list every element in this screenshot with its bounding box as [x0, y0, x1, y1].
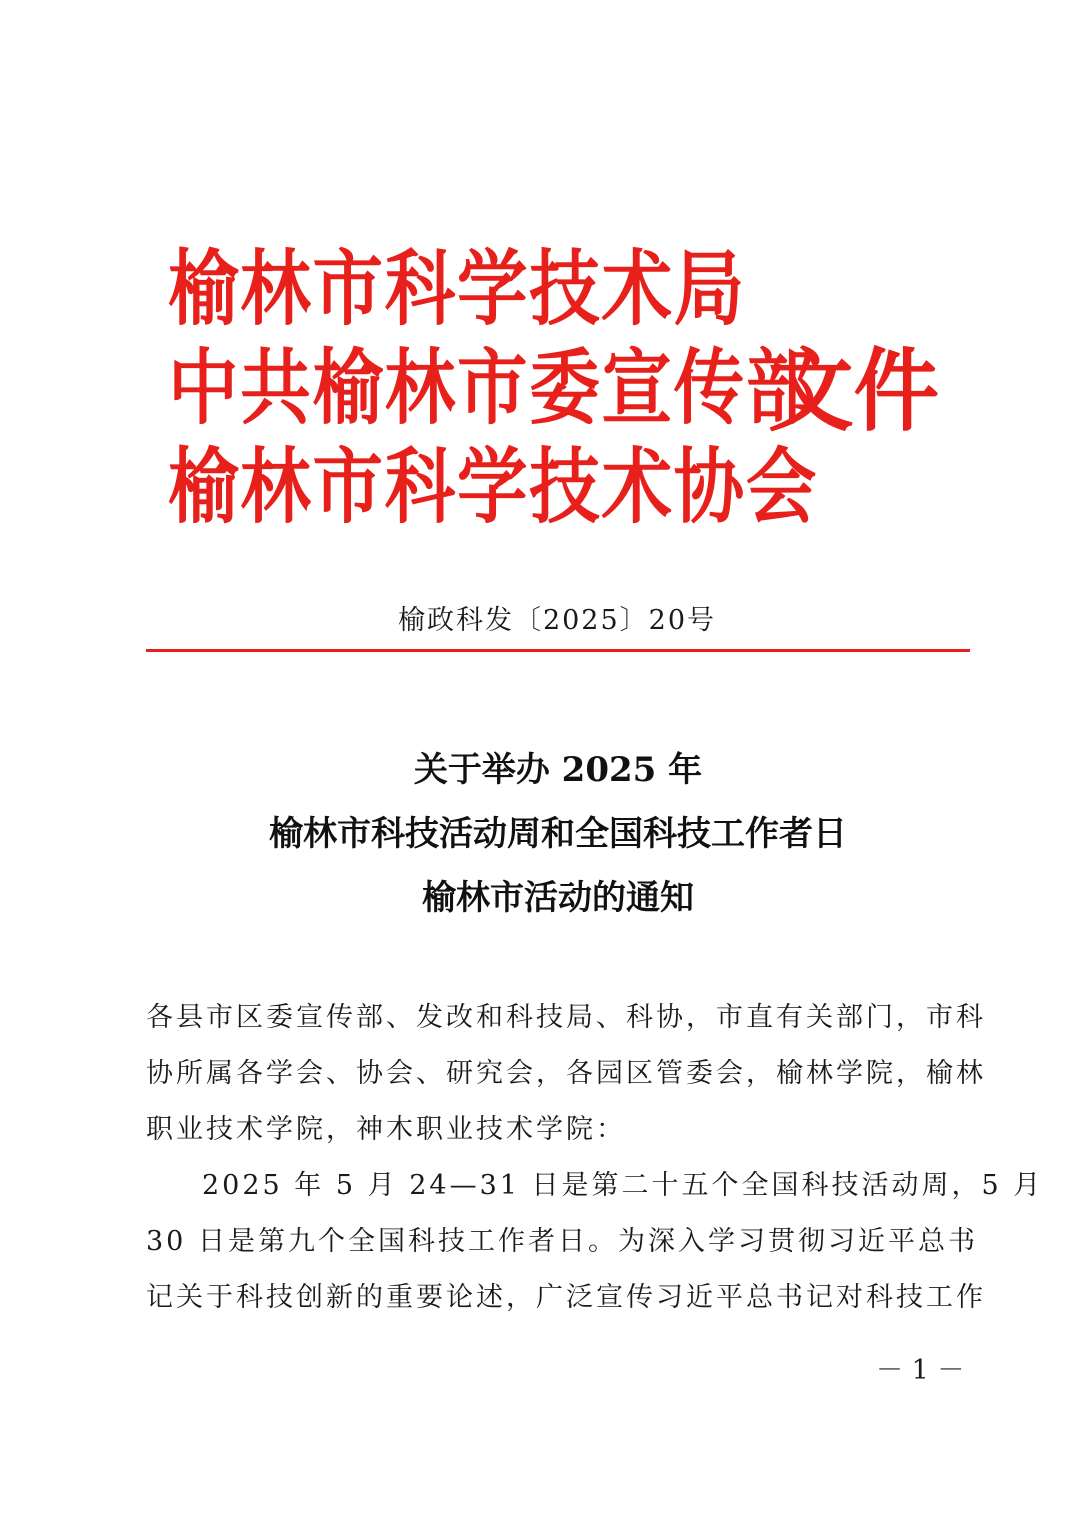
paragraph-line-2: 30 日是第九个全国科技工作者日。为深入学习贯彻习近平总书	[146, 1226, 978, 1257]
issuer-science-bureau: 榆林市科学技术局	[168, 242, 746, 337]
red-divider-line	[146, 649, 970, 652]
document-number: 榆政科发〔2025〕20号	[397, 605, 717, 636]
recipients-line-2: 协所属各学会、协会、研究会，各园区管委会，榆林学院，榆林	[146, 1058, 986, 1089]
paragraph-line-1: 2025 年 5 月 24—31 日是第二十五个全国科技活动周，5 月	[202, 1170, 1044, 1201]
page-number: － 1 －	[876, 1355, 965, 1386]
issuer-propaganda-department: 中共榆林市委宣传部	[168, 341, 819, 436]
title-line-1: 关于举办 2025 年	[413, 750, 703, 790]
notice-body	[146, 990, 1044, 1326]
recipients-line-1: 各县市区委宣传部、发改和科技局、科协，市直有关部门，市科	[146, 1002, 986, 1033]
paragraph-line-3: 记关于科技创新的重要论述，广泛宣传习近平总书记对科技工作	[146, 1282, 986, 1313]
document-word: 文件	[768, 339, 939, 444]
title-line-3: 榆林市活动的通知	[422, 878, 694, 918]
issuer-science-association: 榆林市科学技术协会	[168, 440, 819, 535]
notice-title	[146, 738, 970, 930]
title-line-2: 榆林市科技活动周和全国科技工作者日	[269, 814, 847, 854]
red-letterhead	[168, 240, 968, 540]
recipients-line-3: 职业技术学院，神木职业技术学院：	[146, 1114, 626, 1145]
